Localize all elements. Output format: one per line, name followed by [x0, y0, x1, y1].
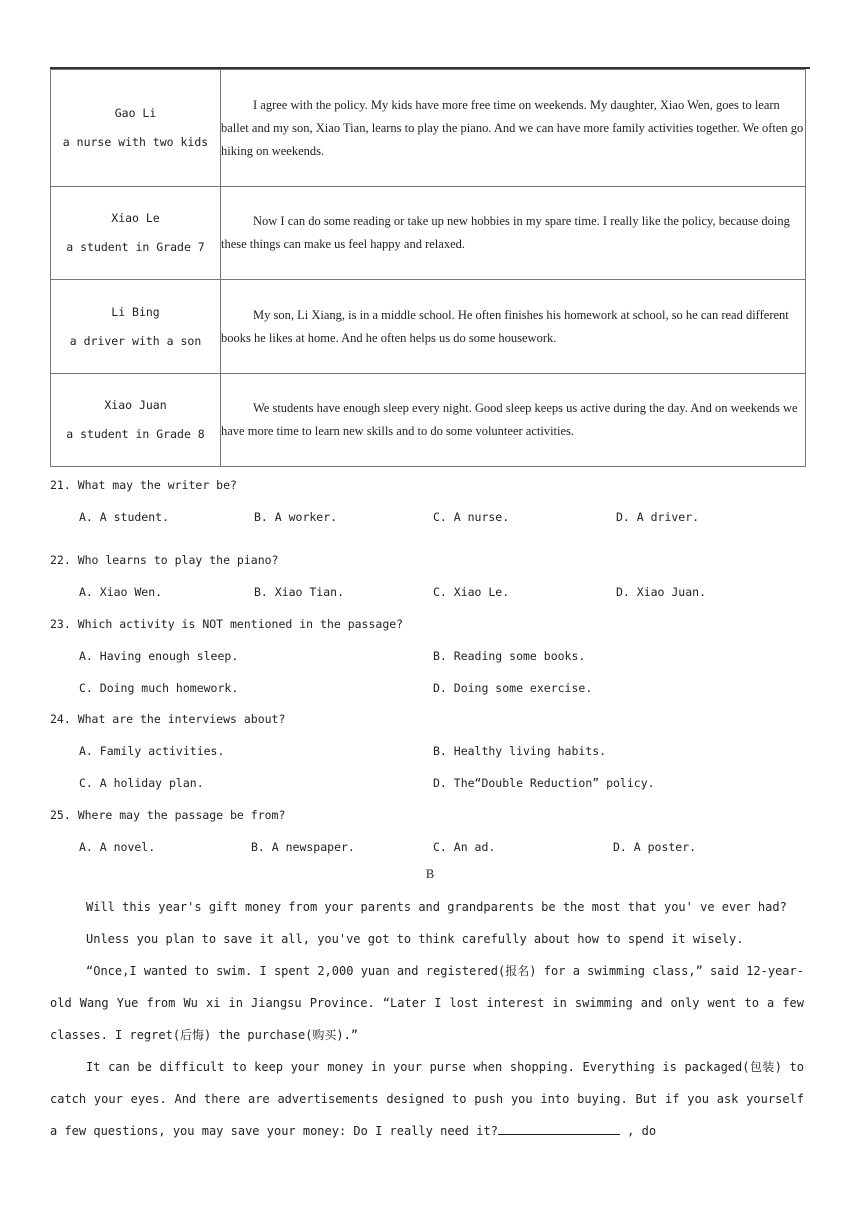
- table-row: [51, 187, 806, 280]
- question-25-stem: 25. Where may the passage be from?: [50, 808, 286, 822]
- section-heading: B: [425, 867, 435, 881]
- table-row: [51, 280, 806, 374]
- paragraph-text: , do: [619, 1124, 657, 1138]
- question-24-stem: 24. What are the interviews about?: [50, 712, 286, 726]
- quote-cell: [221, 280, 806, 374]
- quote-cell: [221, 374, 806, 467]
- speaker-name: Xiao Juan: [104, 398, 167, 412]
- paragraph-text: Will this year's gift money from your parents and grandparents be the most that you' ve ever had?: [86, 900, 787, 914]
- q21-option-d: D. A driver.: [616, 510, 700, 524]
- speaker-role: a student in Grade 8: [66, 427, 205, 441]
- table-row: [51, 70, 806, 187]
- q25-option-d: D. A poster.: [613, 840, 697, 854]
- paragraph-text: It can be difficult to keep your money in your purse when shopping. Everything is packaged(包装) to catch your eyes. And there are advertisements designed to push you into buying. But if you ask yourself a few questions, you may save your money: Do I really need it?: [50, 1060, 804, 1138]
- table-row: [51, 374, 806, 467]
- paragraph-text: Unless you plan to save it all, you've got to think carefully about how to spend it wisely.: [86, 932, 744, 946]
- passage-paragraph: [50, 923, 804, 955]
- speaker-cell: [51, 374, 221, 467]
- q21-option-b: B. A worker.: [254, 510, 338, 524]
- q24-option-c: C. A holiday plan.: [79, 776, 204, 790]
- speaker-name: Gao Li: [114, 106, 157, 120]
- q25-option-a: A. A novel.: [79, 840, 156, 854]
- quote-text: My son, Li Xiang, is in a middle school. He often finishes his homework at school, so he can read different books he likes at home. And he often helps us do some housework.: [221, 307, 789, 345]
- q25-option-b: B. A newspaper.: [251, 840, 355, 854]
- q24-option-a: A. Family activities.: [79, 744, 225, 758]
- q22-option-d: D. Xiao Juan.: [616, 585, 707, 599]
- interview-table: [50, 69, 806, 467]
- paragraph-text: “Once,I wanted to swim. I spent 2,000 yuan and registered(报名) for a swimming class,” said 12-year-old Wang Yue from Wu xi in Jiangsu Province. “Later I lost interest in swimming and only went to a few classes. I regret(后悔) the purchase(购买).”: [50, 964, 804, 1042]
- q23-option-a: A. Having enough sleep.: [79, 649, 239, 663]
- quote-text: We students have enough sleep every night. Good sleep keeps us active during the day. And on weekends we have more time to learn new skills and to do some volunteer activities.: [221, 401, 798, 438]
- reading-passage: [50, 891, 804, 1147]
- question-23-stem: 23. Which activity is NOT mentioned in the passage?: [50, 617, 404, 631]
- q21-option-a: A. A student.: [79, 510, 170, 524]
- q22-option-c: C. Xiao Le.: [433, 585, 510, 599]
- q23-option-c: C. Doing much homework.: [79, 681, 239, 695]
- passage-paragraph: [50, 891, 804, 923]
- question-21-stem: 21. What may the writer be?: [50, 478, 237, 492]
- q24-option-b: B. Healthy living habits.: [433, 744, 607, 758]
- quote-cell: [221, 187, 806, 280]
- speaker-name: Xiao Le: [111, 211, 160, 225]
- question-22-stem: 22. Who learns to play the piano?: [50, 553, 279, 567]
- q21-option-c: C. A nurse.: [433, 510, 510, 524]
- answer-blank[interactable]: [498, 1122, 620, 1135]
- quote-text: Now I can do some reading or take up new hobbies in my spare time. I really like the policy, because doing these things can make us feel happy and relaxed.: [221, 214, 790, 251]
- passage-paragraph: [50, 955, 804, 1051]
- quote-text: I agree with the policy. My kids have more free time on weekends. My daughter, Xiao Wen, goes to learn ballet and my son, Xiao Tian, learns to play the piano. And we can have more family activities together. We often go hiking on weekends.: [221, 97, 804, 158]
- q23-option-b: B. Reading some books.: [433, 649, 586, 663]
- speaker-role: a driver with a son: [69, 333, 202, 348]
- speaker-cell: [51, 280, 221, 374]
- q25-option-c: C. An ad.: [433, 840, 496, 854]
- q22-option-a: A. Xiao Wen.: [79, 585, 163, 599]
- speaker-name: Li Bing: [111, 304, 160, 319]
- q24-option-d: D. The“Double Reduction” policy.: [433, 776, 655, 790]
- q22-option-b: B. Xiao Tian.: [254, 585, 345, 599]
- speaker-role: a student in Grade 7: [66, 240, 205, 254]
- speaker-role: a nurse with two kids: [62, 135, 209, 149]
- passage-paragraph: [50, 1051, 804, 1147]
- q23-option-d: D. Doing some exercise.: [433, 681, 593, 695]
- speaker-cell: [51, 70, 221, 187]
- speaker-cell: [51, 187, 221, 280]
- quote-cell: [221, 70, 806, 187]
